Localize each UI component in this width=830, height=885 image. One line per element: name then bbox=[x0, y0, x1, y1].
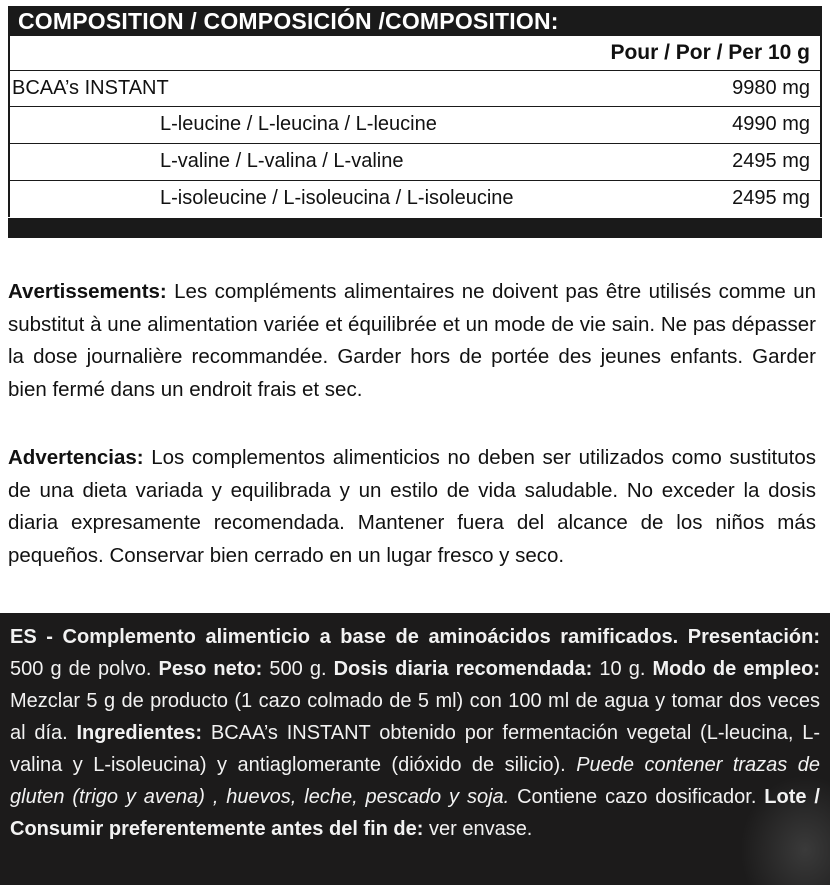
composition-header: COMPOSITION / COMPOSICIÓN /COMPOSITION: bbox=[8, 6, 822, 36]
presentation-label: Presentación: bbox=[678, 626, 820, 648]
traces-text: Puede contener trazas de gluten (trigo y avena) , huevos, leche, pescado y soja. bbox=[10, 754, 820, 808]
ingredients-label: Ingredientes: bbox=[67, 722, 203, 744]
presentation-text: 500 g de polvo. bbox=[10, 658, 152, 680]
ingredient-name: L-valine / L-valina / L-valine bbox=[160, 150, 404, 172]
table-row bbox=[10, 106, 820, 143]
daily-dose-label: Dosis diaria recomendada: bbox=[326, 658, 593, 680]
net-weight-text: 500 g. bbox=[262, 658, 327, 680]
warning-spanish-text: Los complementos alimenticios no deben ser utilizados como sustitutos de una dieta variada y equilibrada y un estilo de vida saludable. No exceder la dosis diaria expresamente recomendada. Mantener fuera del alcance de los niños más pequeños. Conservar bien cerrado en un lugar fresco y seco. bbox=[8, 446, 816, 567]
ingredient-name: L-isoleucine / L-isoleucina / L-isoleucine bbox=[160, 187, 514, 209]
usage-text: Mezclar 5 g de producto (1 cazo colmado de 5 ml) con 100 ml de agua y tomar dos veces al día. bbox=[10, 690, 820, 744]
warning-spanish-label: Advertencias: bbox=[8, 446, 144, 469]
spanish-info-text bbox=[10, 621, 820, 845]
table-row bbox=[10, 143, 820, 180]
lot-label: Lote / Consumir preferentemente antes del fin de: bbox=[10, 786, 820, 840]
lot-text: ver envase. bbox=[423, 818, 533, 840]
warning-french bbox=[8, 276, 816, 406]
warning-french-text: Les compléments alimentaires ne doivent pas être utilisés comme un substitut à une alimentation variée et équilibrée et un mode de vie sain. Ne pas dépasser la dose journalière recommandée. Garder hors de portée des jeunes enfants. Garder bien fermé dans un endroit frais et sec. bbox=[8, 280, 816, 401]
ingredient-name: BCAA’s INSTANT bbox=[12, 77, 169, 99]
table-bottom-bar bbox=[8, 218, 822, 238]
spanish-info-panel bbox=[0, 613, 830, 885]
table-row bbox=[10, 180, 820, 217]
ingredient-name: L-leucine / L-leucina / L-leucine bbox=[160, 113, 437, 135]
table-row bbox=[10, 70, 820, 106]
warning-french-label: Avertissements: bbox=[8, 280, 167, 303]
composition-table bbox=[8, 70, 822, 217]
per-serving-label: Pour / Por / Per 10 g bbox=[8, 36, 822, 70]
ingredient-amount: 4990 mg bbox=[732, 113, 810, 135]
net-weight-label: Peso neto: bbox=[151, 658, 263, 680]
intro-label: ES - Complemento alimenticio a base de aminoácidos ramificados. bbox=[10, 626, 679, 648]
warning-spanish bbox=[8, 442, 816, 572]
usage-label: Modo de empleo: bbox=[645, 658, 821, 680]
scoop-text: Contiene cazo dosificador. bbox=[509, 786, 757, 808]
ingredient-amount: 2495 mg bbox=[732, 187, 810, 209]
ingredients-text: BCAA’s INSTANT obtenido por fermentación vegetal (L-leucina, L-valina y L-isoleucina) y antiaglomerante (dióxido de silicio). bbox=[10, 722, 821, 776]
ingredient-amount: 2495 mg bbox=[732, 150, 810, 172]
ingredient-amount: 9980 mg bbox=[732, 77, 810, 99]
daily-dose-text: 10 g. bbox=[592, 658, 646, 680]
